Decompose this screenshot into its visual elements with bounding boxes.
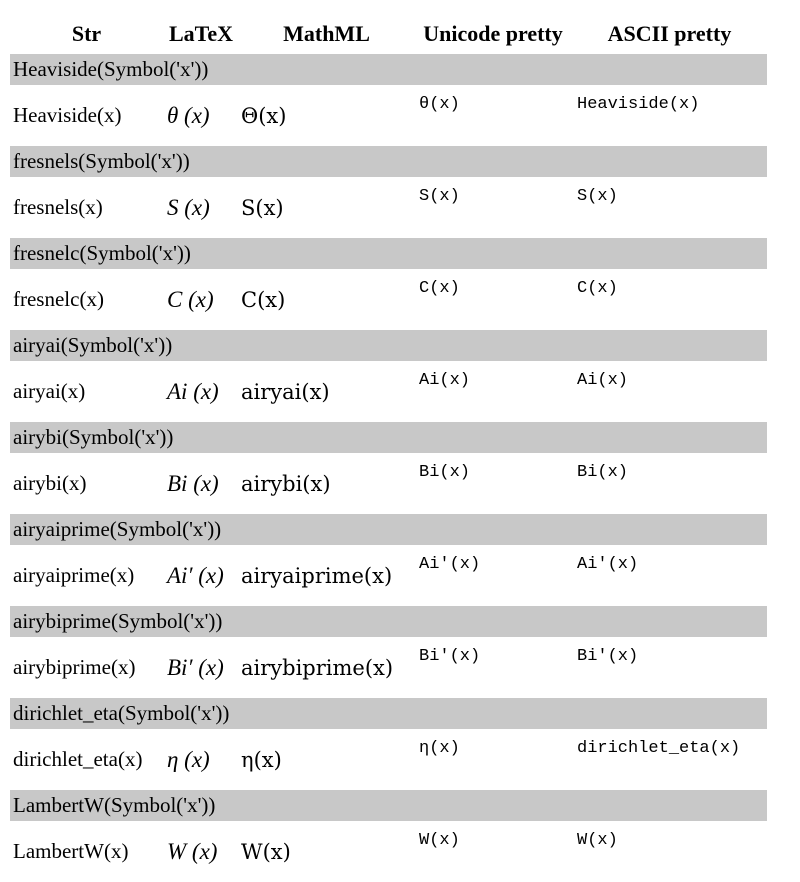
- str-cell: airyaiprime(x): [13, 563, 135, 587]
- header-mathml: MathML: [283, 21, 370, 46]
- unicode-pretty-cell: W(x): [419, 831, 460, 850]
- ascii-pretty-cell: W(x): [577, 831, 618, 850]
- table-row: [10, 545, 767, 606]
- str-cell: Heaviside(x): [13, 103, 122, 127]
- latex-cell: S (x): [167, 194, 210, 220]
- ascii-pretty-cell: Heaviside(x): [577, 95, 700, 114]
- latex-cell: Bi (x): [167, 470, 219, 496]
- unicode-pretty-cell: η(x): [419, 739, 460, 758]
- group-header-row: [10, 790, 767, 821]
- group-header-row: [10, 238, 767, 269]
- ascii-pretty-cell: C(x): [577, 279, 618, 298]
- unicode-pretty-cell: Bi(x): [419, 463, 471, 482]
- mathml-cell: C(x): [241, 287, 286, 312]
- str-cell: airybiprime(x): [13, 655, 136, 679]
- table-row: [10, 269, 767, 330]
- latex-cell: Bi′ (x): [167, 654, 224, 680]
- group-header-row: [10, 514, 767, 545]
- group-label: airybiprime(Symbol('x')): [10, 606, 767, 637]
- header-ascii-pretty: ASCII pretty: [607, 21, 732, 46]
- unicode-pretty-cell: Ai(x): [419, 371, 471, 390]
- group-label: airybi(Symbol('x')): [10, 422, 767, 453]
- group-label: Heaviside(Symbol('x')): [10, 54, 767, 85]
- latex-cell: C (x): [167, 286, 214, 312]
- group-header-row: [10, 698, 767, 729]
- mathml-cell: airyai(x): [241, 379, 330, 404]
- str-cell: dirichlet_eta(x): [13, 747, 143, 771]
- group-header-row: [10, 54, 767, 85]
- table-row: [10, 453, 767, 514]
- ascii-pretty-cell: dirichlet_eta(x): [577, 739, 741, 758]
- latex-cell: Ai (x): [167, 378, 219, 404]
- group-header-row: [10, 330, 767, 361]
- table-row: [10, 85, 767, 146]
- str-cell: airyai(x): [13, 379, 86, 403]
- mathml-cell: Θ(x): [241, 103, 287, 128]
- function-representation-table: [10, 14, 767, 882]
- unicode-pretty-cell: C(x): [419, 279, 460, 298]
- header-unicode-pretty: Unicode pretty: [423, 21, 563, 46]
- mathml-cell: η(x): [241, 747, 282, 772]
- header-str: Str: [71, 21, 102, 46]
- group-header-row: [10, 606, 767, 637]
- mathml-cell: airybiprime(x): [241, 655, 394, 680]
- group-label: airyai(Symbol('x')): [10, 330, 767, 361]
- unicode-pretty-cell: Bi'(x): [419, 647, 481, 666]
- table-row: [10, 177, 767, 238]
- group-header-row: [10, 146, 767, 177]
- table-row: [10, 637, 767, 698]
- group-label: fresnelc(Symbol('x')): [10, 238, 767, 269]
- mathml-cell: W(x): [241, 839, 291, 864]
- header-row: [10, 14, 767, 54]
- unicode-pretty-cell: θ(x): [419, 95, 460, 114]
- mathml-cell: airybi(x): [241, 471, 331, 496]
- unicode-pretty-cell: S(x): [419, 187, 460, 206]
- group-label: airyaiprime(Symbol('x')): [10, 514, 767, 545]
- ascii-pretty-cell: Ai(x): [577, 371, 629, 390]
- group-header-row: [10, 422, 767, 453]
- mathml-cell: airyaiprime(x): [241, 563, 393, 588]
- latex-cell: Ai′ (x): [167, 562, 224, 588]
- ascii-pretty-cell: Bi'(x): [577, 647, 639, 666]
- str-cell: fresnelc(x): [13, 287, 104, 311]
- str-cell: fresnels(x): [13, 195, 103, 219]
- table-row: [10, 729, 767, 790]
- group-label: LambertW(Symbol('x')): [10, 790, 767, 821]
- table-row: [10, 361, 767, 422]
- group-label: dirichlet_eta(Symbol('x')): [10, 698, 767, 729]
- latex-cell: η (x): [167, 746, 210, 772]
- function-table-container: [10, 14, 767, 882]
- table-row: [10, 821, 767, 882]
- latex-cell: W (x): [167, 838, 218, 864]
- mathml-cell: S(x): [241, 195, 284, 220]
- str-cell: airybi(x): [13, 471, 87, 495]
- ascii-pretty-cell: Bi(x): [577, 463, 629, 482]
- header-latex: LaTeX: [169, 21, 233, 46]
- group-label: fresnels(Symbol('x')): [10, 146, 767, 177]
- latex-cell: θ (x): [167, 102, 210, 128]
- ascii-pretty-cell: S(x): [577, 187, 618, 206]
- unicode-pretty-cell: Ai'(x): [419, 555, 481, 574]
- str-cell: LambertW(x): [13, 839, 129, 863]
- ascii-pretty-cell: Ai'(x): [577, 555, 639, 574]
